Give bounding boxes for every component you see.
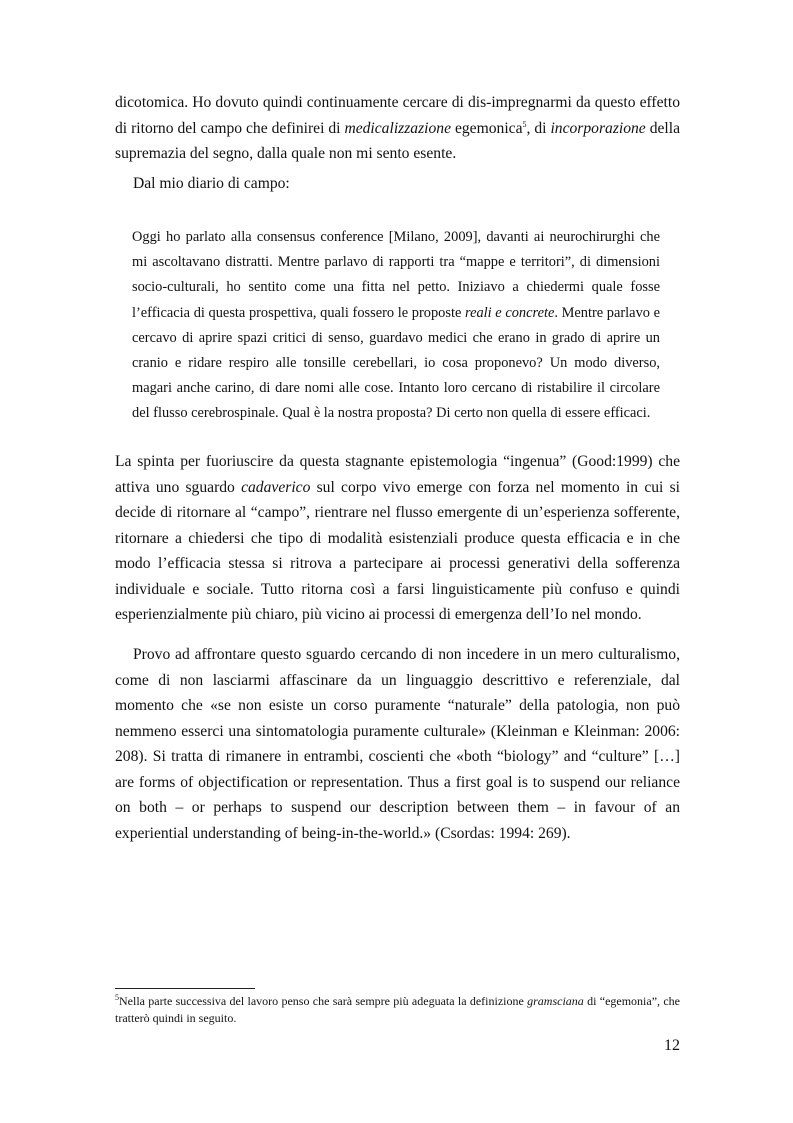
footnote-5: [115, 993, 680, 1027]
page-number: 12: [664, 1037, 680, 1054]
footnote-separator: [115, 988, 255, 989]
footnote-reference[interactable]: 5: [522, 119, 527, 129]
paragraph-spinta: [115, 449, 680, 628]
paragraph3-text-1: La spinta per fuoriuscire da questa stagnante epistemologia “ingenua” (Good:1999) che attiva uno sguardo: [115, 453, 680, 496]
quote-text-2: . Mentre parlavo e cercavo di aprire spazi critici di senso, guardavo medici che erano in grado di aprire un cranio e ridare respiro alle tonsille cerebellari, io cosa proponevo? Un modo diverso, magari anche carino, di dare nomi alle cose. Intanto loro cercano di ristabilire il circolare del flusso cerebrospinale. Qual è la nostra proposta? Di certo non quella di essere efficaci.: [132, 304, 660, 422]
footnote-text-2: di “egemonia”, che tratterò quindi in seguito.: [115, 994, 680, 1025]
quote-text-1: Oggi ho parlato alla consensus conference [Milano, 2009], davanti ai neurochirurghi che mi ascoltavano distratti. Mentre parlavo di rapporti tra “mappe e territori”, di dimensioni socio-culturali, ho sentito come una fitta nel petto. Iniziavo a chiedermi quale fosse l’efficacia di questa prospettiva, quali fossero le proposte: [132, 229, 660, 321]
paragraph1-text-4: della supremazia del segno, dalla quale non mi sento esente.: [115, 119, 680, 162]
term-medicalizzazione: medicalizzazione: [344, 119, 451, 137]
block-quote-diary: [132, 225, 660, 427]
paragraph-dicotomica: [115, 90, 680, 167]
quote-italic-reali-concrete: reali e concrete: [465, 304, 555, 321]
term-incorporazione: incorporazione: [550, 119, 646, 137]
paragraph-diario-intro: Dal mio diario di campo:: [133, 175, 290, 192]
term-gramsciana: gramsciana: [527, 994, 584, 1008]
paragraph1-text-1: dicotomica. Ho dovuto quindi continuamente cercare di dis-impregnarmi da questo effetto di ritorno del campo che definirei di: [115, 94, 680, 137]
term-cadaverico: cadaverico: [241, 478, 311, 496]
footnote-number: 5: [115, 993, 119, 1002]
paragraph1-text-3: , di: [526, 119, 551, 137]
footnote-text-1: Nella parte successiva del lavoro penso che sarà sempre più adeguata la definizione: [119, 994, 528, 1008]
paragraph1-text-2: egemonica: [451, 119, 523, 137]
paragraph3-text-2: sul corpo vivo emerge con forza nel momento in cui si decide di ritornare al “campo”, rientrare nel flusso emergente di un’esperienza sofferente, ritornare a chiedersi che tipo di modalità esistenziali produce questa efficacia e in che modo l’efficacia stessa si ritrova a partecipare ai processi generativi della sofferenza individuale e sociale. Tutto ritorna così a farsi linguisticamente più confuso e quindi esperienzialmente più chiaro, più vicino ai processi di emergenza dell’Io nel mondo.: [115, 478, 681, 623]
paragraph-provo: Provo ad affrontare questo sguardo cercando di non incedere in un mero culturalismo, come di non lasciarmi affascinare da un linguaggio descrittivo e referenziale, dal momento che «se non esiste un corso puramente “naturale” della patologia, non può nemmeno esserci una sintomatologia puramente culturale» (Kleinman e Kleinman: 2006: 208). Si tratta di rimanere in entrambi, coscienti che «both “biology” and “culture” […] are forms of objectification or representation. Thus a first goal is to suspend our reliance on both – or perhaps to suspend our description between them – in favour of an experiential understanding of being-in-the-world.» (Csordas: 1994: 269).: [115, 646, 680, 842]
